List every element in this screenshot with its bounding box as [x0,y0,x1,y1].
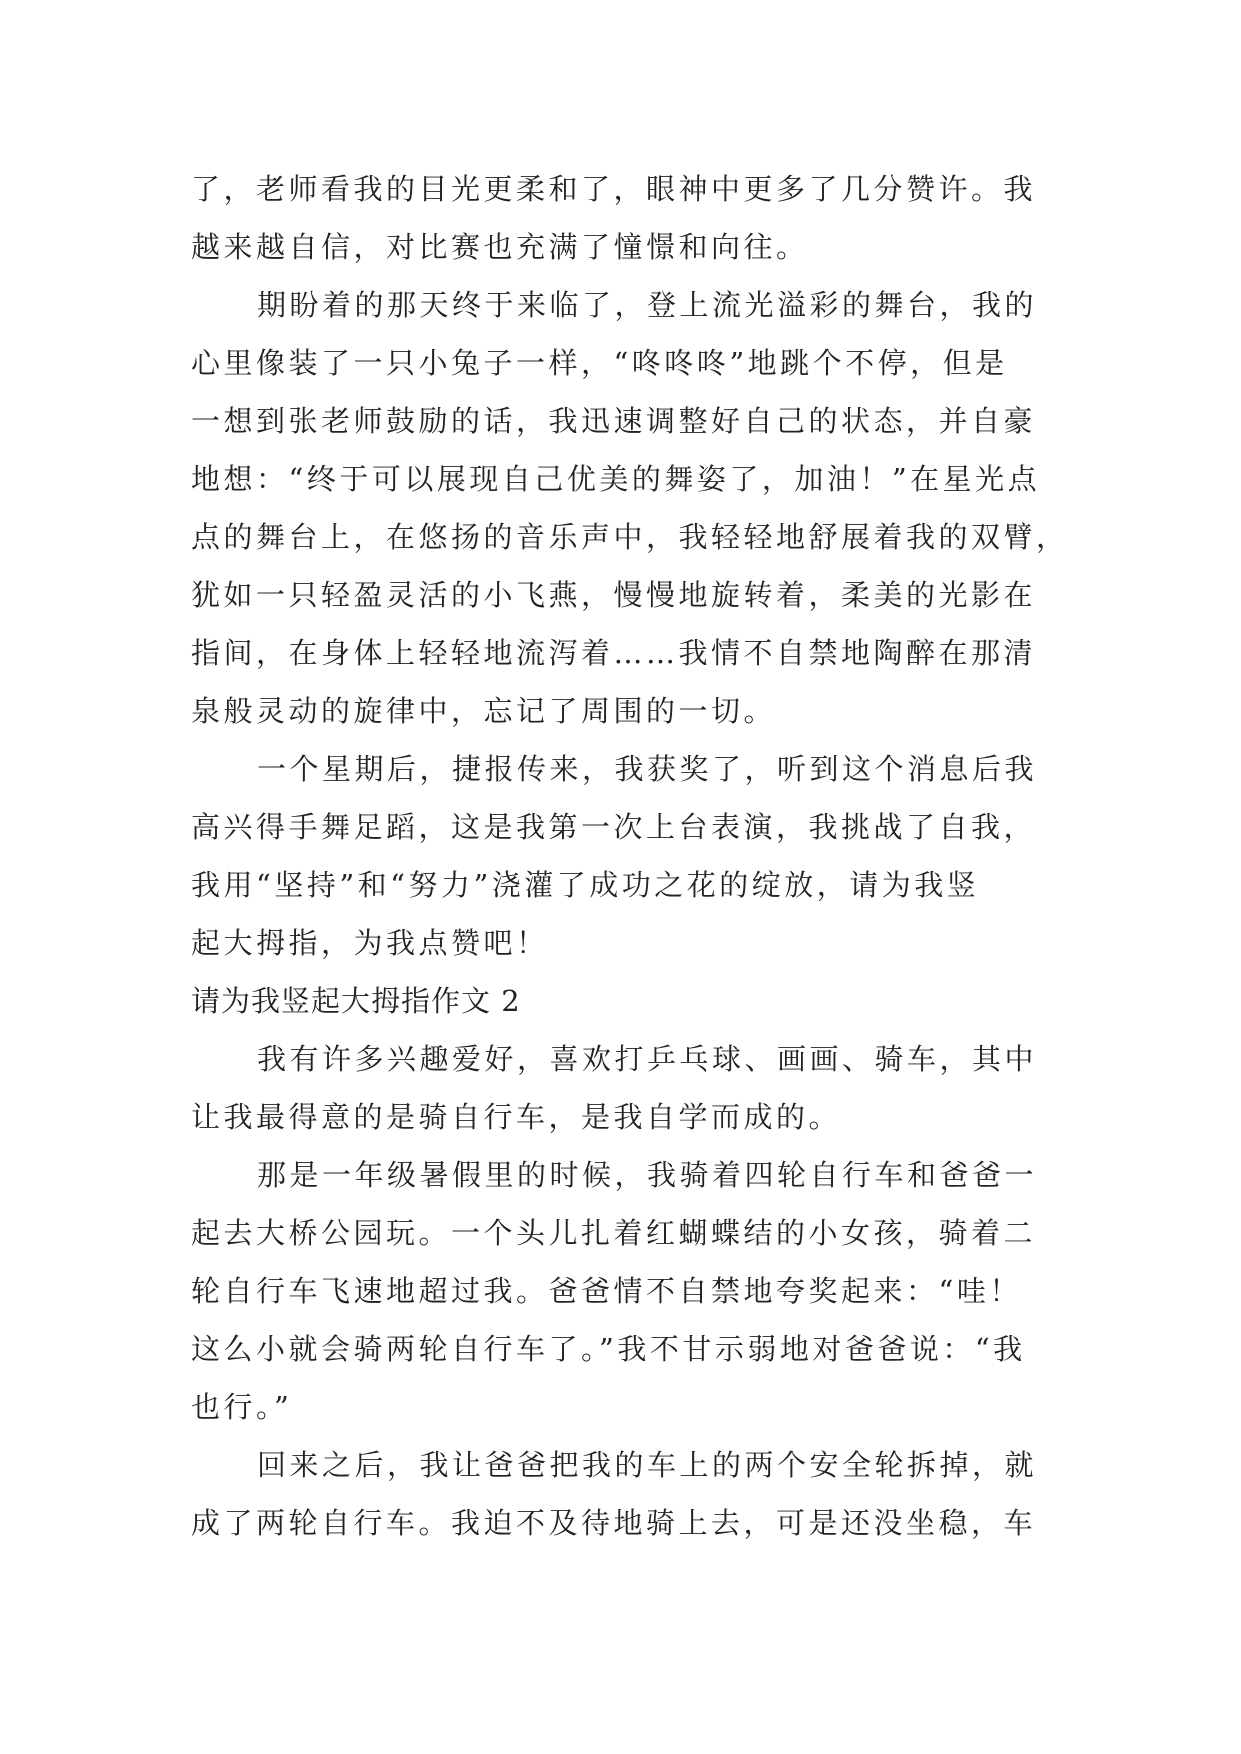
text-line: 心里像装了一只小兔子一样，“咚咚咚”地跳个不停，但是 [191,346,1008,380]
text-line: 犹如一只轻盈灵活的小飞燕，慢慢地旋转着，柔美的光影在 [191,578,1037,612]
text-line: 地想：“终于可以展现自己优美的舞姿了，加油！”在星光点 [191,462,1041,496]
paragraph [191,1030,1061,1146]
section-heading: 请为我竖起大拇指作文 2 [191,984,521,1018]
paragraph [191,740,1061,972]
text-line: 这么小就会骑两轮自行车了。”我不甘示弱地对爸爸说：“我 [191,1332,1026,1366]
text-line: 起大拇指，为我点赞吧！ [191,926,549,960]
document-page [191,160,1069,1552]
paragraph [191,1146,1061,1436]
text-line: 一想到张老师鼓励的话，我迅速调整好自己的状态，并自豪 [191,404,1037,438]
text-line: 越来越自信，对比赛也充满了憧憬和向往。 [191,230,809,264]
text-line: 指间，在身体上轻轻地流泻着……我情不自禁地陶醉在那清 [191,636,1037,670]
text-line: 了，老师看我的目光更柔和了，眼神中更多了几分赞许。我 [191,172,1037,206]
text-line: 我用“坚持”和“努力”浇灌了成功之花的绽放，请为我竖 [191,868,980,902]
paragraph [191,160,1061,276]
paragraph [191,276,1069,740]
text-line: 轮自行车飞速地超过我。爸爸情不自禁地夸奖起来：“哇！ [191,1274,1022,1308]
text-line: 成了两轮自行车。我迫不及待地骑上去，可是还没坐稳，车 [191,1506,1037,1540]
text-line: 高兴得手舞足蹈，这是我第一次上台表演，我挑战了自我， [191,810,1037,844]
text-line: 起去大桥公园玩。一个头儿扎着红蝴蝶结的小女孩，骑着二 [191,1216,1037,1250]
text-line: 一个星期后，捷报传来，我获奖了，听到这个消息后我 [257,752,1038,786]
text-line: 也行。” [191,1390,293,1424]
text-line: 点的舞台上，在悠扬的音乐声中，我轻轻地舒展着我的双臂， [191,520,1069,554]
text-line: 泉般灵动的旋律中，忘记了周围的一切。 [191,694,777,728]
text-line: 期盼着的那天终于来临了，登上流光溢彩的舞台，我的 [257,288,1038,322]
text-line: 回来之后，我让爸爸把我的车上的两个安全轮拆掉，就 [257,1448,1038,1482]
text-line: 让我最得意的是骑自行车，是我自学而成的。 [191,1100,842,1134]
text-line: 那是一年级暑假里的时候，我骑着四轮自行车和爸爸一 [257,1158,1038,1192]
text-line: 我有许多兴趣爱好，喜欢打乒乓球、画画、骑车，其中 [257,1042,1038,1076]
paragraph [191,1436,1061,1552]
